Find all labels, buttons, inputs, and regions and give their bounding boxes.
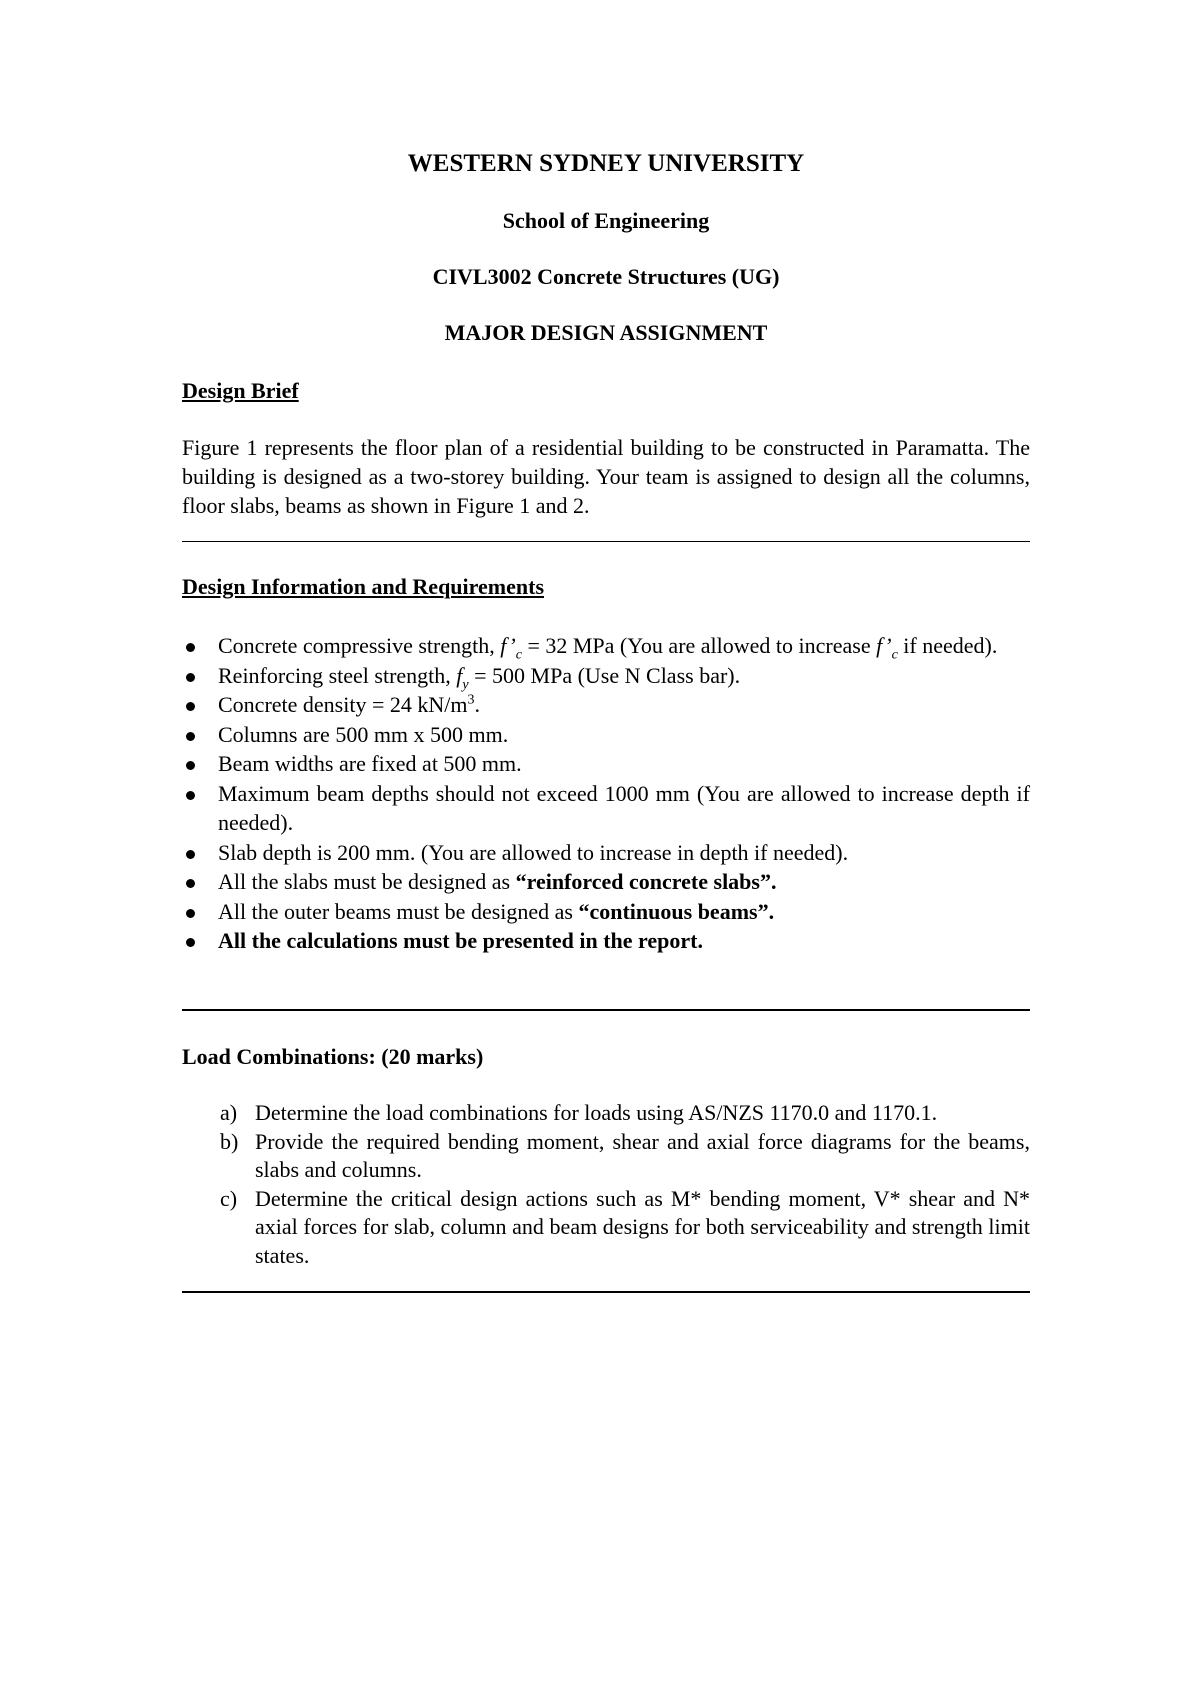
load-combinations-list [182, 1099, 1030, 1270]
bullet-icon [186, 879, 195, 888]
list-item: Slab depth is 200 mm. (You are allowed to increase in depth if needed). [182, 838, 1030, 868]
list-item: All the outer beams must be designed as “continuous beams”. [182, 897, 1030, 927]
course-title: CIVL3002 Concrete Structures (UG) [432, 264, 780, 289]
school-name: School of Engineering [502, 208, 710, 233]
list-item: Reinforcing steel strength, $f_y = 500$ MPa (Use N Class bar). [182, 661, 1030, 691]
bullet-icon [186, 909, 195, 918]
list-item: b) Provide the required bending moment, shear and axial force diagrams for the beams, slabs and columns. [220, 1128, 1030, 1182]
list-item: Columns are 500 mm x 500 mm. [182, 720, 1030, 750]
bullet-icon [186, 702, 195, 711]
bullet-icon [186, 791, 195, 800]
section-divider [182, 541, 1030, 542]
item-marker: c) [220, 1185, 238, 1211]
bullet-icon [186, 850, 195, 859]
assignment-title: MAJOR DESIGN ASSIGNMENT [444, 320, 768, 345]
bullet-icon [186, 673, 195, 682]
list-item: Beam widths are fixed at 500 mm. [182, 749, 1030, 779]
design-info-heading: Design Information and Requirements [182, 574, 545, 599]
list-item: Concrete density = 24 $kN/m^3$. [182, 690, 1030, 720]
list-item: Maximum beam depths should not exceed 1000 mm (You are allowed to increase depth if needed). [182, 779, 1030, 838]
load-combinations-heading: Load Combinations: (20 marks) [182, 1044, 484, 1069]
list-item: All the slabs must be designed as “reinforced concrete slabs”. [182, 867, 1030, 897]
list-item: c) Determine the critical design actions such as M* bending moment, V* shear and N* axial forces for slab, column and beam designs for both serviceability and strength limit states. [220, 1185, 1030, 1268]
bullet-icon [186, 938, 195, 947]
design-brief-heading: Design Brief [182, 378, 299, 403]
item-marker: a) [220, 1100, 238, 1125]
item-marker: b) [220, 1128, 239, 1154]
requirements-list [182, 631, 1030, 956]
section-divider [182, 1009, 1030, 1011]
bullet-icon [186, 761, 195, 770]
bullet-icon [186, 732, 195, 741]
design-brief-paragraph: Figure 1 represents the floor plan of a residential building to be constructed in Paramatta. The building is designed as a two-storey building. Your team is assigned to design all the columns, floor slabs, beams as shown in Figure 1 and 2. [182, 435, 1030, 518]
list-item: a) Determine the load combinations for loads using AS/NZS 1170.0 and 1170.1. [182, 1099, 1030, 1128]
list-item: Concrete compressive strength, $f’_c = 32$ MPa (You are allowed to increase $f’_c$ if needed). [182, 631, 1030, 661]
list-item: All the calculations must be presented in the report. [182, 926, 1030, 956]
section-divider [182, 1291, 1030, 1293]
bullet-icon [186, 643, 195, 652]
university-title: WESTERN SYDNEY UNIVERSITY [407, 150, 805, 177]
